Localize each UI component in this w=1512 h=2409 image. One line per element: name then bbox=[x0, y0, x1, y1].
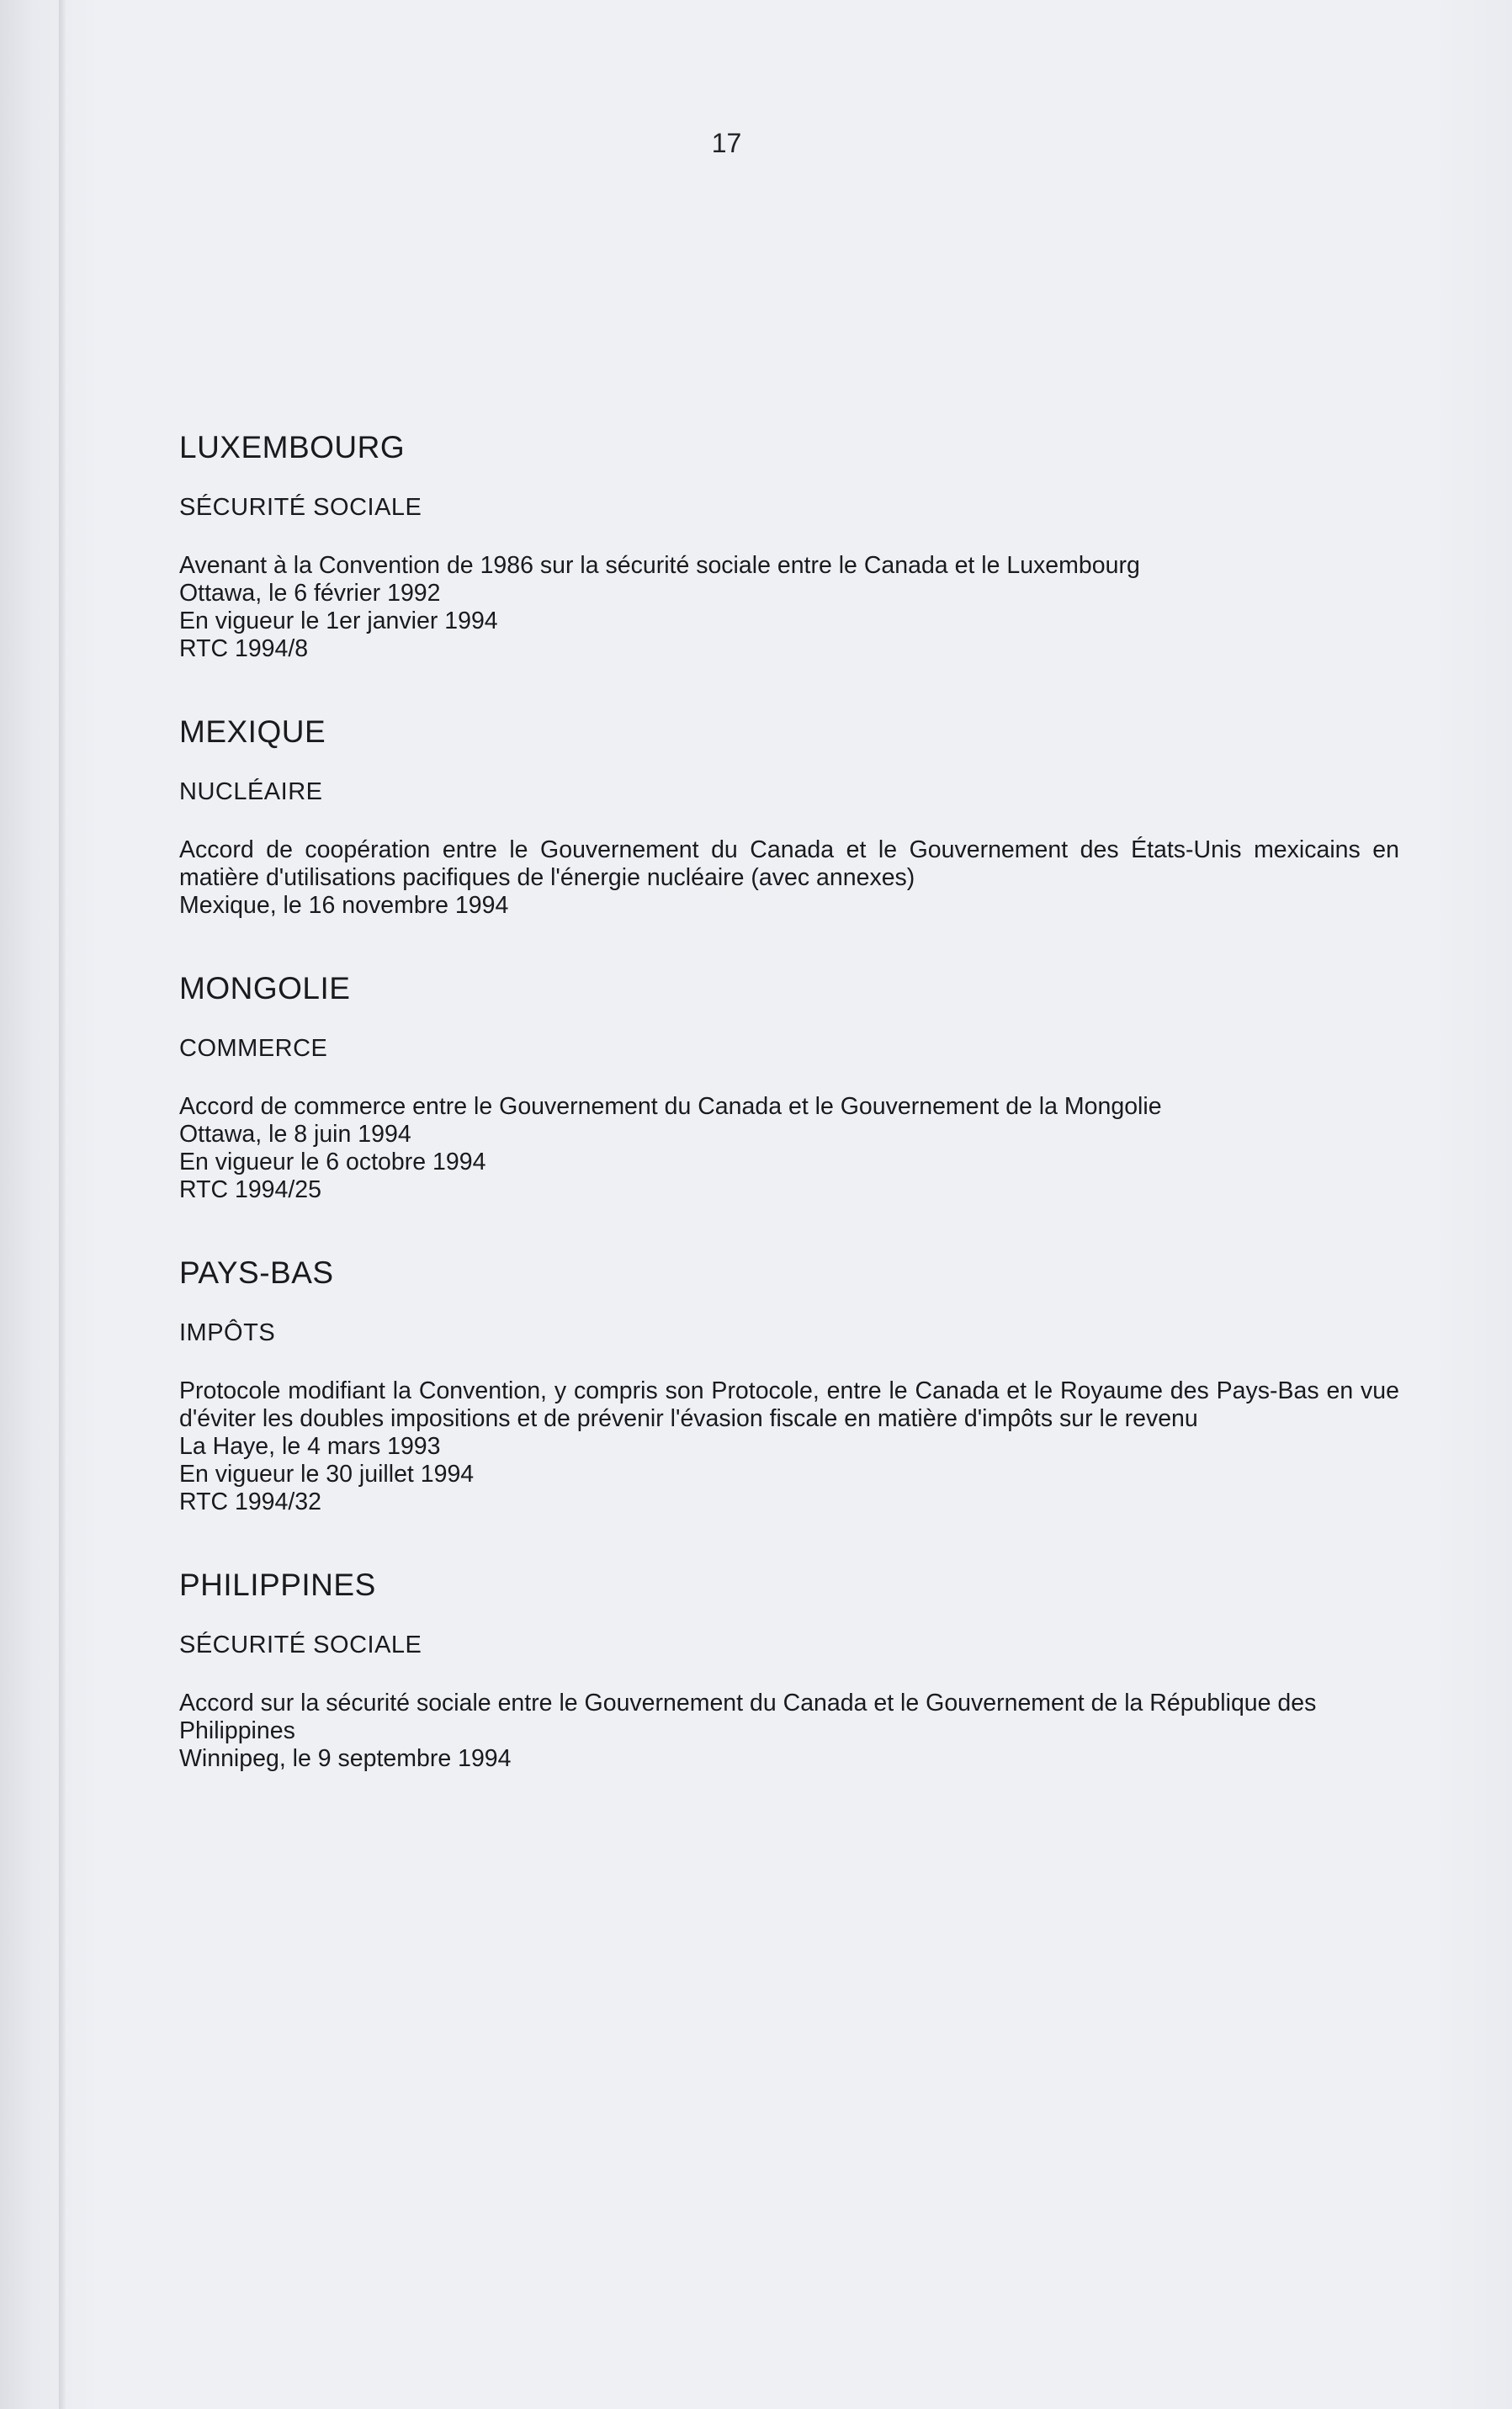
treaty-entry bbox=[179, 552, 1399, 663]
treaty-title: Accord de commerce entre le Gouvernement du Canada et le Gouvernement de la Mongolie bbox=[179, 1093, 1162, 1120]
treaty-entry bbox=[179, 836, 1399, 920]
treaty-signed: Winnipeg, le 9 septembre 1994 bbox=[179, 1745, 512, 1772]
topic-heading: SÉCURITÉ SOCIALE bbox=[179, 1632, 422, 1658]
treaty-reference: RTC 1994/8 bbox=[179, 635, 309, 662]
treaty-reference: RTC 1994/25 bbox=[179, 1176, 321, 1203]
book-spine-shadow bbox=[59, 0, 66, 2409]
country-heading: PHILIPPINES bbox=[179, 1568, 376, 1602]
treaty-list bbox=[179, 429, 1399, 1773]
section-pays-bas bbox=[179, 1255, 1399, 1516]
treaty-title: Accord sur la sécurité sociale entre le Gouvernement du Canada et le Gouvernement de la République des Philippines bbox=[179, 1690, 1317, 1744]
treaty-signed: Ottawa, le 8 juin 1994 bbox=[179, 1121, 411, 1148]
treaty-title: Accord de coopération entre le Gouvernement du Canada et le Gouvernement des États-Unis mexicains en matière d'utilisations pacifiques de l'énergie nucléaire (avec annexes) bbox=[179, 836, 1399, 891]
page-number: 17 bbox=[711, 128, 742, 158]
treaty-signed: Ottawa, le 6 février 1992 bbox=[179, 580, 441, 607]
treaty-entry bbox=[179, 1690, 1399, 1773]
country-heading: MEXIQUE bbox=[179, 714, 326, 749]
topic-heading: NUCLÉAIRE bbox=[179, 778, 323, 805]
treaty-entry bbox=[179, 1377, 1399, 1516]
topic-heading: SÉCURITÉ SOCIALE bbox=[179, 494, 422, 521]
section-mexique bbox=[179, 714, 1399, 920]
section-philippines bbox=[179, 1567, 1399, 1773]
treaty-reference: RTC 1994/32 bbox=[179, 1488, 321, 1515]
section-mongolie bbox=[179, 970, 1399, 1204]
treaty-title: Avenant à la Convention de 1986 sur la sécurité sociale entre le Canada et le Luxembourg bbox=[179, 552, 1140, 579]
section-luxembourg bbox=[179, 429, 1399, 663]
treaty-in-force: En vigueur le 1er janvier 1994 bbox=[179, 608, 498, 634]
treaty-title: Protocole modifiant la Convention, y compris son Protocole, entre le Canada et le Royaume des Pays-Bas en vue d'éviter les doubles impositions et de prévenir l'évasion fiscale en matière d'impôts sur le revenu bbox=[179, 1377, 1399, 1432]
country-heading: MONGOLIE bbox=[179, 971, 351, 1006]
topic-heading: COMMERCE bbox=[179, 1035, 328, 1062]
treaty-in-force: En vigueur le 30 juillet 1994 bbox=[179, 1461, 475, 1488]
treaty-in-force: En vigueur le 6 octobre 1994 bbox=[179, 1149, 486, 1175]
country-heading: PAYS-BAS bbox=[179, 1255, 334, 1290]
treaty-signed: Mexique, le 16 novembre 1994 bbox=[179, 892, 509, 919]
treaty-entry bbox=[179, 1093, 1399, 1204]
topic-heading: IMPÔTS bbox=[179, 1319, 276, 1346]
country-heading: LUXEMBOURG bbox=[179, 430, 406, 464]
treaty-signed: La Haye, le 4 mars 1993 bbox=[179, 1433, 441, 1460]
